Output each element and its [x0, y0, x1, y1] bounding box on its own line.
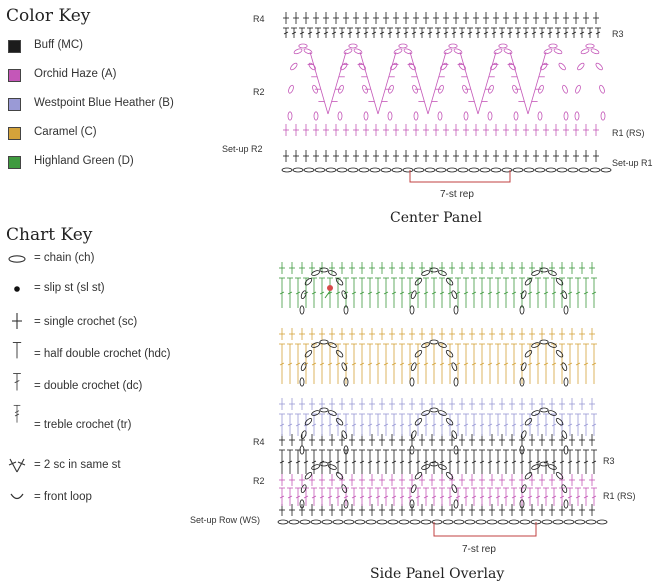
center-arch [488, 112, 492, 120]
side-arch [341, 484, 348, 493]
center-chain-row [293, 168, 303, 172]
chart-key-label-slip: = slip st (sl st) [34, 282, 105, 294]
center-arch [453, 48, 462, 55]
chart-key-label-front-loop: = front loop [34, 491, 92, 503]
center-chain-row [436, 168, 446, 172]
center-chain-row [524, 168, 534, 172]
side-arch [531, 342, 540, 349]
center-arch [590, 48, 599, 55]
center-v-group [528, 52, 546, 114]
center-chain-row [414, 168, 424, 172]
side-arch [335, 349, 344, 358]
center-chain-row [491, 168, 501, 172]
side-arch [555, 417, 564, 426]
side-row-label-r4: R4 [253, 437, 265, 447]
center-row-label-r2: R2 [253, 87, 265, 97]
side-arch [451, 484, 458, 493]
center-arch [443, 48, 452, 55]
center-arch [438, 112, 442, 120]
side-arch [410, 430, 417, 439]
side-arch [300, 378, 304, 386]
center-panel-title: Center Panel [390, 210, 482, 226]
side-chain-row [311, 520, 321, 524]
center-v-group [410, 52, 428, 114]
center-arch [288, 85, 295, 94]
side-arch [335, 471, 344, 480]
center-arch [576, 62, 585, 71]
color-key-title: Color Key [6, 6, 91, 26]
single-crochet-icon [5, 311, 29, 331]
side-arch [438, 410, 447, 417]
side-chain-row [487, 520, 497, 524]
center-v-group [360, 52, 378, 114]
center-row-label-r3: R3 [612, 29, 624, 39]
side-arch [304, 277, 313, 286]
center-chain-row [381, 168, 391, 172]
center-chain-row [359, 168, 369, 172]
side-arch [335, 417, 344, 426]
side-arch [531, 464, 540, 471]
side-arch [548, 410, 557, 417]
center-arch [308, 62, 317, 71]
front-loop-icon [5, 487, 29, 507]
center-chain-row [546, 168, 556, 172]
side-arch [320, 268, 328, 272]
center-arch [449, 44, 457, 48]
two-sc-same-st-icon [5, 455, 29, 475]
center-chain-row [315, 168, 325, 172]
side-chain-row [300, 520, 310, 524]
color-label-buff: Buff (MC) [34, 39, 83, 51]
side-chain-row [366, 520, 376, 524]
side-arch [520, 484, 527, 493]
flower-icon [325, 291, 330, 298]
side-chain-row [575, 520, 585, 524]
side-arch [414, 349, 423, 358]
side-row-label-r2: R2 [253, 476, 265, 486]
color-label-green: Highland Green (D) [34, 155, 134, 167]
side-arch [311, 410, 320, 417]
center-arch [458, 62, 467, 71]
chart-key-title: Chart Key [6, 225, 93, 245]
side-chain-row [443, 520, 453, 524]
center-arch [353, 48, 362, 55]
center-arch [514, 112, 518, 120]
center-arch [595, 62, 604, 71]
side-arch [410, 290, 417, 299]
side-arch [520, 290, 527, 299]
center-arch [558, 62, 567, 71]
side-arch [564, 378, 568, 386]
color-label-blue: Westpoint Blue Heather (B) [34, 97, 174, 109]
center-chain-row [392, 168, 402, 172]
center-arch [338, 112, 342, 120]
color-swatch-caramel [8, 127, 21, 140]
center-chain-row [469, 168, 479, 172]
side-chain-row [564, 520, 574, 524]
side-arch [524, 471, 533, 480]
color-swatch-orchid [8, 69, 21, 82]
side-arch [531, 410, 540, 417]
center-arch [403, 48, 412, 55]
center-chain-row [458, 168, 468, 172]
center-rep-label: 7-st rep [440, 189, 474, 200]
double-crochet-icon [5, 372, 29, 392]
side-chain-row [520, 520, 530, 524]
side-arch [304, 417, 313, 426]
center-chain-row [590, 168, 600, 172]
side-chain-row [542, 520, 552, 524]
center-arch [549, 44, 557, 48]
center-arch [503, 48, 512, 55]
side-arch [304, 471, 313, 480]
center-chain-row [447, 168, 457, 172]
center-arch [464, 112, 468, 120]
side-arch [320, 340, 328, 344]
center-chain-row [480, 168, 490, 172]
color-swatch-buff [8, 40, 21, 53]
center-v-group [510, 52, 528, 114]
center-chain-row [337, 168, 347, 172]
side-arch [300, 430, 307, 439]
center-chain-row [326, 168, 336, 172]
side-arch [430, 408, 438, 412]
center-chain-row [370, 168, 380, 172]
center-row-label-setup-r2: Set-up R2 [222, 144, 263, 154]
center-chain-row [557, 168, 567, 172]
center-chain-row [403, 168, 413, 172]
side-chain-row [410, 520, 420, 524]
side-arch [564, 500, 568, 508]
side-chain-row [454, 520, 464, 524]
side-arch [445, 471, 454, 480]
chart-key-label-2sc: = 2 sc in same st [34, 459, 121, 471]
side-chain-row [553, 520, 563, 524]
center-arch [388, 112, 392, 120]
center-arch [414, 112, 418, 120]
center-chain-row [535, 168, 545, 172]
side-row-label-r3: R3 [603, 456, 615, 466]
center-row-label-setup-r1: Set-up R1 [612, 158, 653, 168]
center-arch [393, 48, 402, 55]
side-arch [410, 378, 414, 386]
center-chain-row [601, 168, 611, 172]
center-chain-row [348, 168, 358, 172]
side-arch [414, 471, 423, 480]
chart-key-label-dc: = double crochet (dc) [34, 380, 143, 392]
side-arch [430, 340, 438, 344]
center-v-group [428, 52, 446, 114]
side-chain-row [322, 520, 332, 524]
center-chain-row [304, 168, 314, 172]
side-arch [451, 290, 458, 299]
center-v-group [478, 52, 496, 114]
center-arch [288, 112, 292, 120]
side-chain-row [421, 520, 431, 524]
center-arch [339, 62, 348, 71]
center-v-group [460, 52, 478, 114]
center-arch [599, 85, 606, 94]
side-arch [555, 471, 564, 480]
center-arch [575, 85, 582, 94]
side-arch [548, 270, 557, 277]
side-arch [564, 306, 568, 314]
side-arch [438, 270, 447, 277]
side-chain-row [509, 520, 519, 524]
side-chain-row [355, 520, 365, 524]
center-arch [408, 62, 417, 71]
center-chain-row [425, 168, 435, 172]
center-arch [493, 48, 502, 55]
side-panel-stitch-chart [276, 254, 602, 534]
center-arch [553, 48, 562, 55]
side-arch [454, 378, 458, 386]
side-arch [341, 290, 348, 299]
side-row-label-r1: R1 (RS) [603, 491, 636, 501]
side-arch [548, 464, 557, 471]
center-arch [601, 112, 605, 120]
side-arch [555, 277, 564, 286]
side-arch [328, 464, 337, 471]
side-chain-row [344, 520, 354, 524]
center-arch [575, 112, 579, 120]
color-swatch-blue [8, 98, 21, 111]
center-chain-row [579, 168, 589, 172]
side-arch [445, 277, 454, 286]
side-arch [414, 277, 423, 286]
center-arch [389, 62, 398, 71]
center-arch [349, 44, 357, 48]
side-chain-row [586, 520, 596, 524]
half-double-crochet-icon [5, 340, 29, 360]
side-arch [320, 462, 328, 466]
center-row-label-r4: R4 [253, 14, 265, 24]
center-arch [489, 62, 498, 71]
side-arch [328, 270, 337, 277]
treble-crochet-icon [5, 404, 29, 424]
side-arch [311, 342, 320, 349]
side-chain-row [399, 520, 409, 524]
chain-icon [5, 249, 29, 269]
flower-icon [327, 285, 333, 291]
side-arch [454, 306, 458, 314]
center-v-group [378, 52, 396, 114]
side-arch [540, 408, 548, 412]
side-chain-row [333, 520, 343, 524]
slip-stitch-icon [5, 279, 29, 299]
center-arch [586, 44, 594, 48]
center-arch [564, 112, 568, 120]
side-arch [445, 417, 454, 426]
side-chain-row [465, 520, 475, 524]
chart-key-label-chain: = chain (ch) [34, 252, 95, 264]
chart-key-label-hdc: = half double crochet (hdc) [34, 348, 171, 360]
side-arch [548, 342, 557, 349]
center-v-group [310, 52, 328, 114]
side-chain-row [289, 520, 299, 524]
center-arch [358, 62, 367, 71]
center-arch [364, 112, 368, 120]
side-arch [454, 500, 458, 508]
chart-key-label-sc: = single crochet (sc) [34, 316, 138, 328]
side-arch [410, 306, 414, 314]
side-chain-row [476, 520, 486, 524]
color-label-caramel: Caramel (C) [34, 126, 97, 138]
center-chain-row [568, 168, 578, 172]
center-arch [399, 44, 407, 48]
center-arch [439, 62, 448, 71]
side-arch [328, 410, 337, 417]
side-arch [421, 464, 430, 471]
side-row-label-setup: Set-up Row (WS) [190, 515, 261, 525]
center-arch [314, 112, 318, 120]
center-chain-row [513, 168, 523, 172]
center-chain-row [282, 168, 292, 172]
side-arch [320, 408, 328, 412]
side-chain-row [278, 520, 288, 524]
side-arch [524, 417, 533, 426]
color-swatch-green [8, 156, 21, 169]
center-arch [580, 48, 589, 55]
side-chain-row [597, 520, 607, 524]
side-panel-title: Side Panel Overlay [370, 566, 505, 582]
center-arch [289, 62, 298, 71]
side-arch [540, 268, 548, 272]
center-arch [499, 44, 507, 48]
side-arch [335, 277, 344, 286]
side-arch [304, 349, 313, 358]
side-arch [524, 277, 533, 286]
side-arch [300, 306, 304, 314]
color-label-orchid: Orchid Haze (A) [34, 68, 117, 80]
side-arch [430, 268, 438, 272]
side-arch [540, 340, 548, 344]
center-panel-stitch-chart [280, 4, 606, 182]
center-arch [508, 62, 517, 71]
center-arch [299, 44, 307, 48]
side-arch [451, 362, 458, 371]
side-arch [520, 430, 527, 439]
side-arch [524, 349, 533, 358]
side-arch [438, 342, 447, 349]
side-arch [421, 342, 430, 349]
side-rep-label: 7-st rep [462, 544, 496, 555]
center-arch [562, 85, 569, 94]
side-arch [414, 417, 423, 426]
side-arch [421, 410, 430, 417]
side-arch [555, 349, 564, 358]
center-arch [293, 48, 302, 55]
center-arch [303, 48, 312, 55]
center-row-label-r1: R1 (RS) [612, 128, 645, 138]
side-chain-row [498, 520, 508, 524]
side-arch [520, 362, 527, 371]
center-v-group [328, 52, 346, 114]
center-arch [543, 48, 552, 55]
side-arch [311, 464, 320, 471]
center-arch [539, 62, 548, 71]
chart-key-label-tr: = treble crochet (tr) [34, 419, 132, 431]
side-arch [445, 349, 454, 358]
center-arch [538, 112, 542, 120]
side-chain-row [388, 520, 398, 524]
side-arch [328, 342, 337, 349]
side-arch [410, 484, 417, 493]
side-arch [438, 464, 447, 471]
side-chain-row [377, 520, 387, 524]
center-arch [343, 48, 352, 55]
